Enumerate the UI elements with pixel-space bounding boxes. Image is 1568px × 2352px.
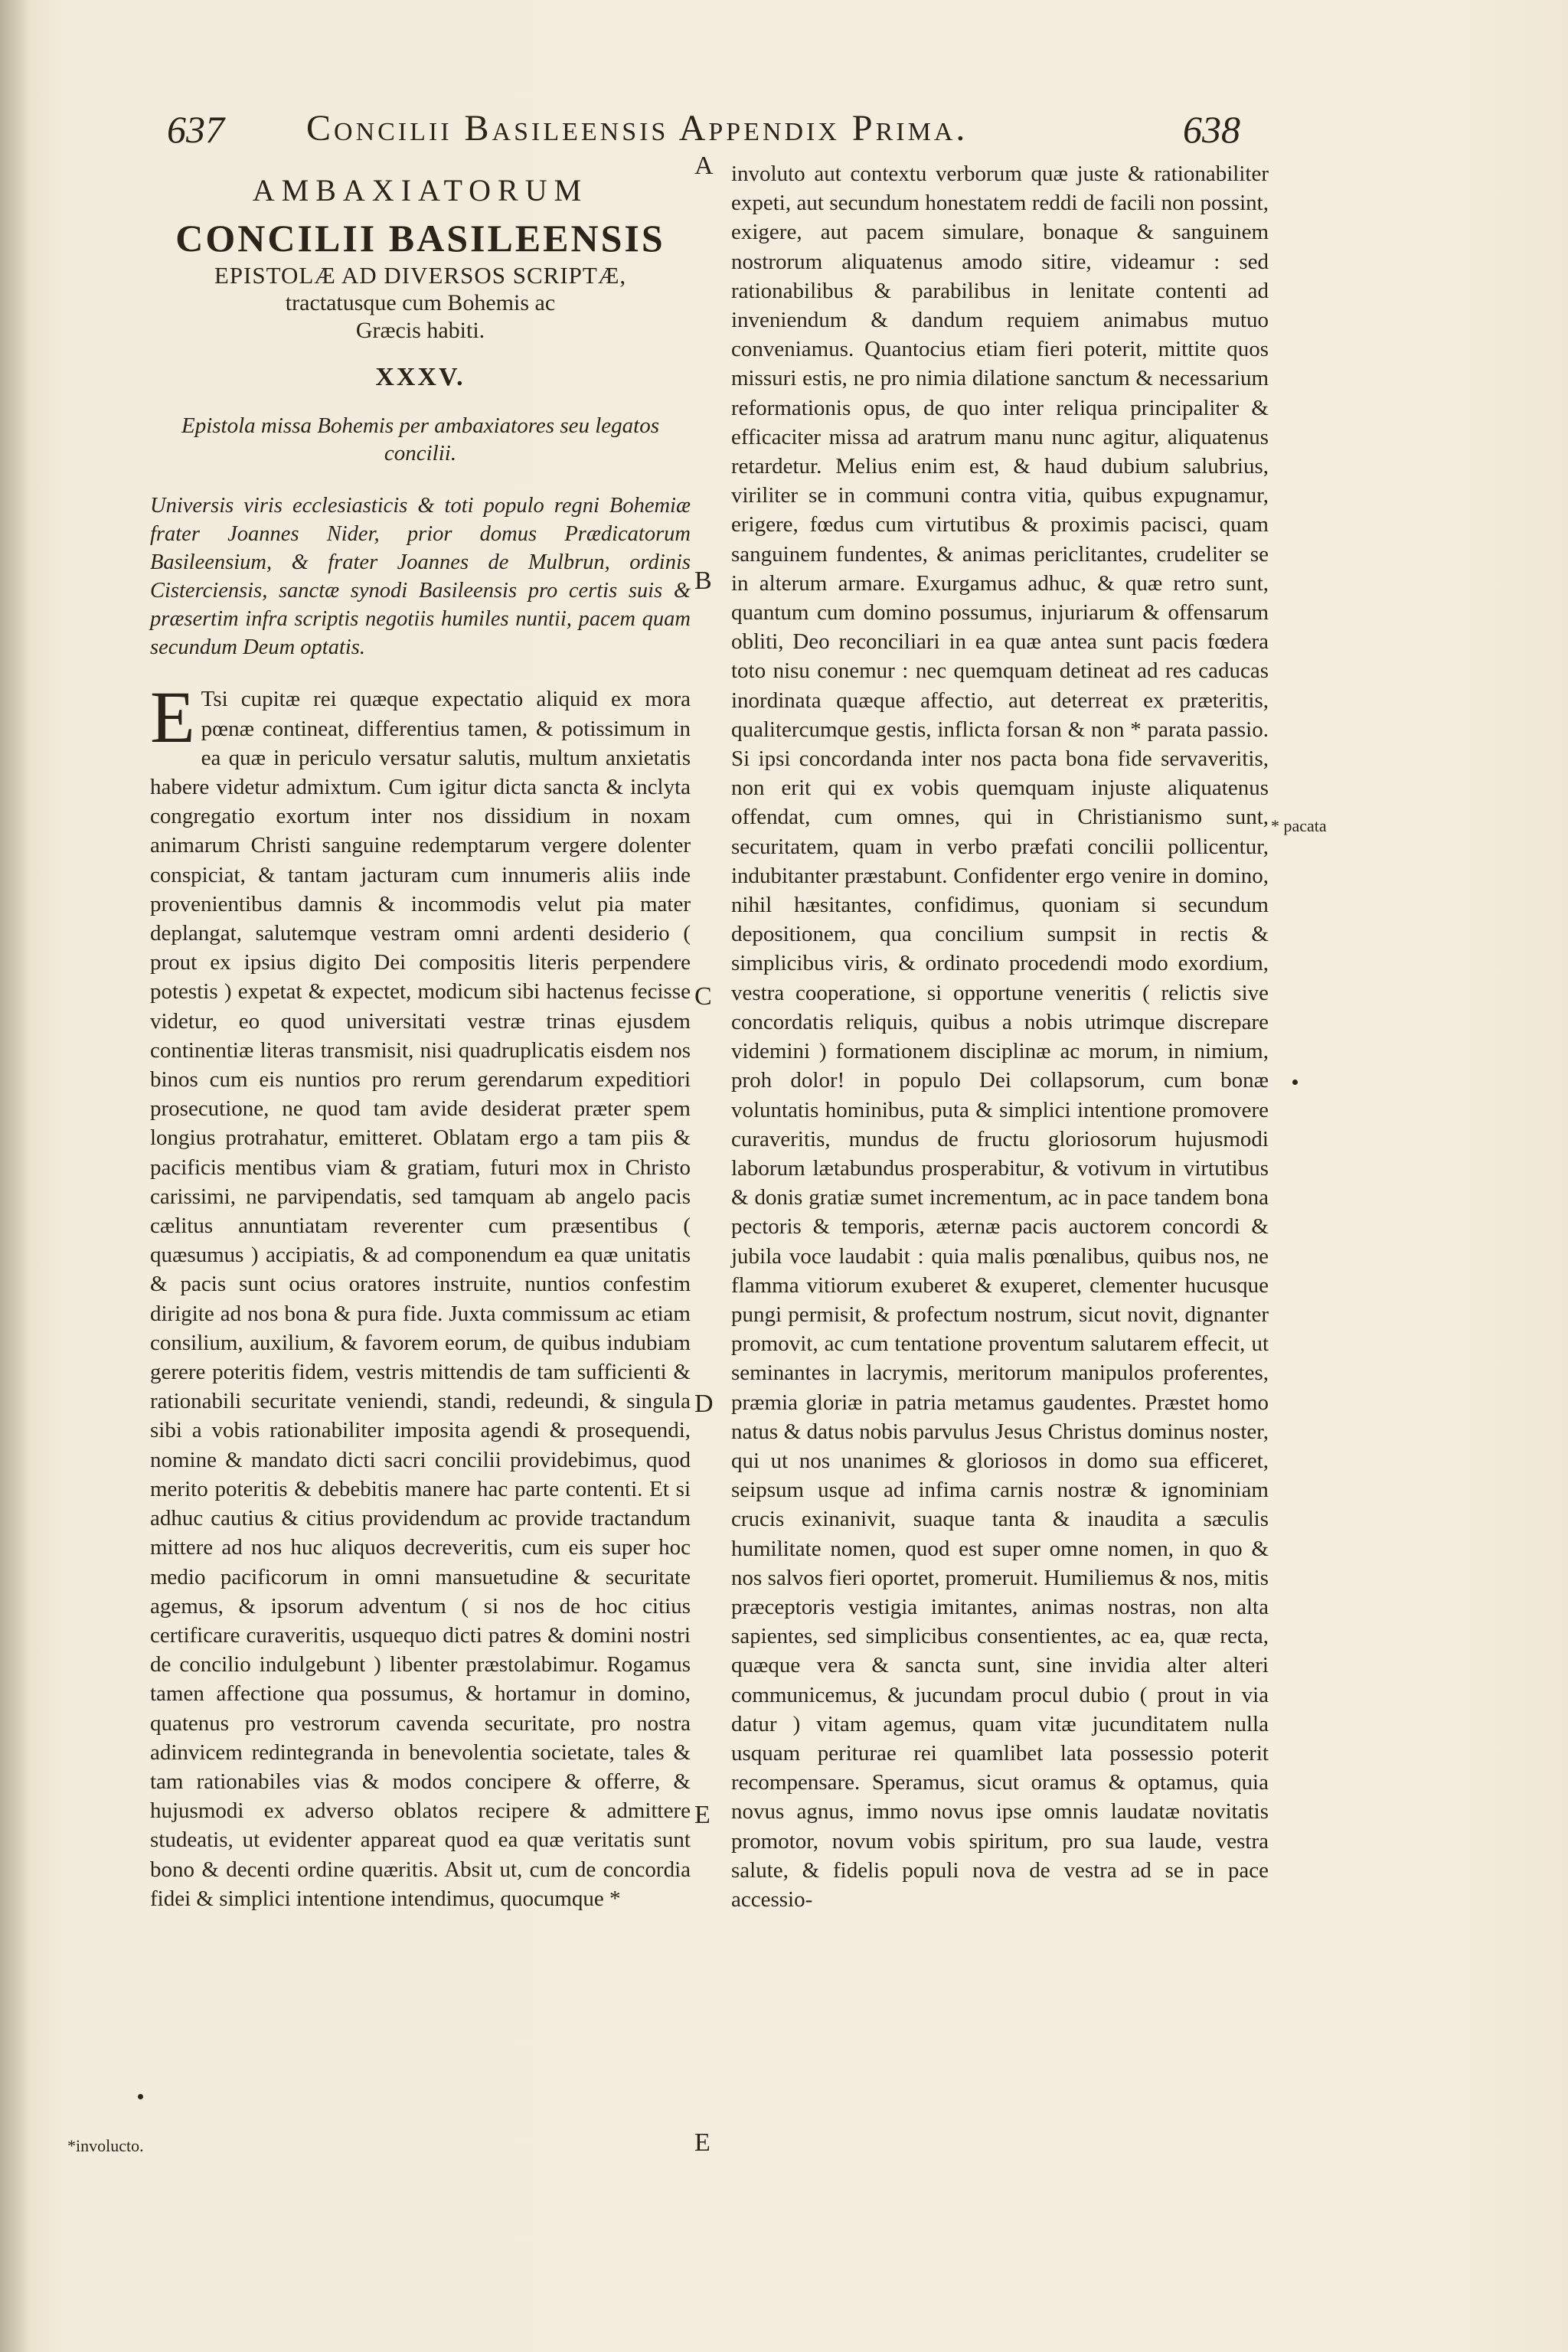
heading-ambaxiatorum: AMBAXIATORUM — [252, 173, 589, 207]
section-number: XXXV. — [375, 363, 466, 392]
margin-dot — [1292, 1080, 1298, 1085]
sidenote-pacata: * pacata — [1271, 816, 1327, 835]
left-body-paragraph: Tsi cupitæ rei quæque expectatio aliquid ex mora pœnæ contineat, differentius tamen, & potissimum in ea quæ in periculo versatur salutis, multum anxietatis habere videtur admixtum. Cum igitur dicta sancta & inclyta congregatio exortum inter nos dissidium in noxam animarum Christi sanguine redemptarum vergere dolenter conspiciat, & tantam jacturam cum innumeris aliis inde provenientibus damnis & incommodis velut pia mater deplangat, salutemque vestram omni ardenti desiderio ( prout ex ipsius digito Dei compositis literis perpendere potestis ) expetat & expectet, modicum sibi hactenus fecisse videtur, eo quod universitati vestræ trinas ejusdem continentiæ literas transmisit, nisi quadruplicatis eisdem nos binos cum eis nuntios pro rerum gerendarum expeditiori prosecutione, ne quod tam avide desiderat præter spem longius protrahatur, emitteret. Oblatam ergo a tam piis & pacificis mentibus viam & gratiam, futuri mox in Christo carissimi, ne parvipendatis, sed tamquam ab angelo pacis cælitus annuntiatam reverenter cum præsentibus ( quæsumus ) accipiatis, & ad componendum ea quæ unitatis & pacis sunt ocius oratores instruite, nuntios confestim dirigite ad nos bona & pura fide. Juxta commissum ac etiam consilium, auxilium, & favorem eorum, de quibus indubiam gerere poteritis fidem, vestris mittendis de tam sufficienti & rationabili securitate veniendi, standi, redeundi, & singula sibi a vobis rationabiliter imposita agendi & prosequendi, nomine & mandato dicti sacri concilii providebimus, quod merito poteritis & debebitis manere hac parte contenti. Et si adhuc cautius & citius providendum ac provide tractandum mittere ad nos huc aliquos decreveritis, cum eis super hoc medio pacificorum in omni mansuetudine & securitate agemus, & ipsorum adventum ( si nos de hoc citius certificare curaveritis, usquequo dicti patres & domini nostri de concilio indulgebunt ) libenter præstolabimur. Rogamus tamen affectione qua possumus, & hortamur in domino, quatenus pro vestrorum cavenda securitate, pro nostra adinvicem redintegranda in benevolentia societate, tales & tam rationabiles vias & modos concipere & offerre, & hujusmodi ex adverso oblatos recipere & admittere studeatis, ut evidenter appareat quod ea quæ veritatis sunt bono & decenti ordine quæritis. Absit ut, cum de concordia fidei & simplici intentione intendimus, quocumque * — [150, 687, 691, 1911]
epistle-address: Universis viris ecclesiasticis & toti populo regni Bohemiæ frater Joannes Nider, prior domus Prædicatorum Basileensium, & frater Joannes de Mulbrun, ordinis Cisterciensis, sanctæ synodi Basileensis pro certis suis & præsertim infra scriptis negotiis humiles nuntii, pacem quam secundum Deum optatis. — [150, 494, 691, 660]
right-body-paragraph: involuto aut contextu verborum quæ juste & rationabiliter expeti, aut secundum honestatem reddi de facili non possint, exigere, aut pacem simulare, bonaque & sanguinem nostrorum aliquatenus amodo sitire, videamur : sed rationabilibus & parabilibus in lenitate contenti ad inveniendum & dandum requiem animabus mutuo conveniamus. Quantocius etiam fieri poterit, mittite quos missuri estis, ne pro nimia dilatione sanctum & necessarium reformationis opus, de quo inter reliqua principaliter & efficaciter missa ad aratrum manu nunc agitur, aliquatenus retardetur. Melius enim est, & haud dubium salubrius, viriliter se in communi contra vitia, quibus expugnamur, erigere, fœdus cum virtutibus & proximis pacisci, quam sanguinem fundentes, & animas periclitantes, crudeliter se in alterum armare. Exurgamus adhuc, & quæ retro sunt, quantum cum domino possumus, injuriarum & offensarum obliti, Deo reconciliari in ea quæ antea sunt pacis fœdera toto nisu conemur : nec quemquam detineat ad res caducas inordinata quæque affectio, aut deterreat ex præteritis, qualitercumque gestis, inflicta forsan & non * parata passio. Si ipsi concordanda inter nos pacta bona fide servaveritis, non erit qui ex vobis quemquam injuste aliquatenus offendat, cum omnes, qui in Christianismo sunt, securitatem, quam in verbo præfati concilii pollicentur, indubitanter præstabunt. Confidenter ergo venire in domino, nihil hæsitantes, confidimus, quoniam si secundum depositionem, qua concilium sumpsit in rectis & simplicibus viris, & ordinato procedendi modo exordium, vestra cooperatione, si opportune veneritis ( relictis sive concordatis reliquis, quibus a nobis utrimque discrepare videmini ) formationem disciplinæ ac morum, in nimium, proh dolor! in populo Dei collapsorum, cum bonæ voluntatis hominibus, puta & simplici intentione promovere curaveritis, mundus de fructu gloriosorum hujusmodi laborum lætabundus prosperabitur, & votivum in virtutibus & donis gratiæ sumet incrementum, ac in pace tandem bona pectoris & temporis, æternæ pacis auctorem concordi & jubila voce laudabit : quia malis pœnalibus, quibus nos, ne flamma vitiorum exuberet & exuperet, clementer hucusque pungi permisit, & profectum nostrum, sicut novit, dignanter promovit, ac cum tentatione proventum salutarem effecit, ut seminantes in lacrymis, meritorum manipulos proferentes, præmia gloriæ in patria metamus gaudentes. Præstet homo natus & datus nobis parvulus Jesus Christus dominus noster, qui ut nos unanimes & gloriosos in domo sua efficeret, seipsum usque ad infima carnis nostræ & ignominiam crucis exinanivit, suaque tanta & inaudita a sæculis humilitate nomen, quod est super omne nomen, in quo & nos salvos fieri oportet, promeruit. Humiliemus & nos, mitis præceptoris vestigia imitantes, animas nostras, non alta sapientes, sed simplicibus consentientes, ac ea, quæ recta, quæque vera & sancta sunt, sine invidia alter alteri communicemus, & jucundam procul dubio ( prout in via datur ) vitam agemus, quam vitæ jucunditatem nulla usquam periturae rei quamlibet lata possessio poterit recompensare. Speramus, sicut oramus & optamus, quia novus agnus, immo novus ipse omnis laudatæ novitatis promotor, novum vobis spiritum, pro sua laude, vestra salute, & fidelis populi nova de vestra ad se in pace accessio- — [731, 162, 1269, 1912]
left-body-text — [150, 676, 691, 1913]
heading-tractatus: tractatusque cum Bohemis ac — [285, 290, 556, 316]
margin-dot-left — [138, 2094, 143, 2099]
margin-letter-e: E — [694, 1801, 710, 1829]
folio-right: 638 — [1183, 108, 1240, 151]
margin-letter-d: D — [694, 1390, 714, 1418]
running-head: Concilii Basileensis Appendix Prima. — [306, 108, 969, 149]
page-gutter — [0, 0, 29, 2352]
margin-letter-a: A — [694, 152, 714, 180]
folio-left: 637 — [167, 108, 224, 151]
left-column — [150, 159, 691, 1913]
right-column — [731, 159, 1269, 1914]
margin-letter-e-repeat: E — [694, 2128, 710, 2157]
heading-epistolae: EPISTOLÆ AD DIVERSOS SCRIPTÆ, — [214, 262, 627, 289]
epistle-subtitle: Epistola missa Bohemis per ambaxiatores seu legatos concilii. — [181, 413, 659, 466]
drop-capital: E — [150, 676, 195, 759]
margin-letter-c: C — [694, 982, 712, 1011]
heading-concilii: CONCILII BASILEENSIS — [175, 217, 665, 260]
heading-graecis: Græcis habiti. — [355, 318, 485, 344]
margin-letter-b: B — [694, 567, 712, 595]
sidenote-involucto: *involucto. — [67, 2136, 144, 2155]
